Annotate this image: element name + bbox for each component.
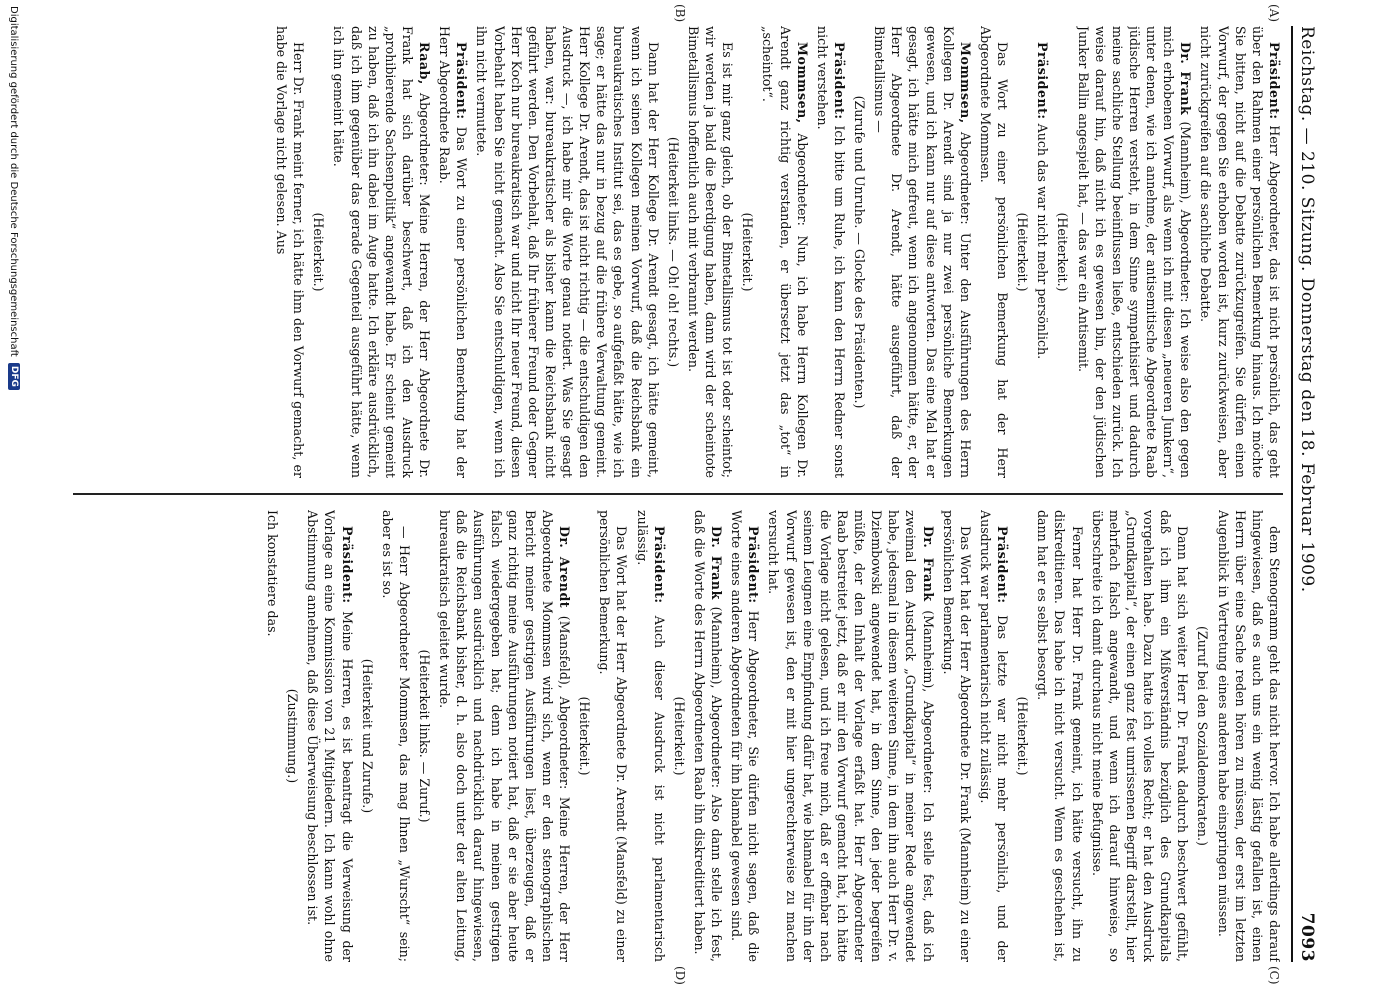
paragraph-text: Das letzte war nicht mehr persönlich, und der Ausdruck war parlamentarisch nicht zulässig. [978,510,1011,962]
paragraph-text: (Mansfeld), Abgeordneter: Meine Herren, der Herr Abgeordnete Mommsen wird sich, wenn er den stenographischen Bericht meiner gestrigen Ausführungen liest, überzeugen, daß er ganz richtig meine Ausführungen notiert hat, daß er sie aber heute falsch wiedergegeben hat; denn ich habe in meinen gestrigen Ausführungen ausdrücklich und nachdrücklich darauf hingewiesen, daß die Reichsbank bisher, d. h. also doch unter der alten Leitung, bureaukratisch geleitet wurde. [437,510,573,962]
paragraph [671,510,688,962]
speaker-name: Dr. Frank [1178,42,1194,116]
paragraph [739,26,756,478]
paragraph [1034,510,1085,962]
paragraph [1014,26,1031,478]
speaker-name: Dr. Frank [920,526,936,602]
paragraph [473,26,661,478]
paragraph-text: (Heiterkeit.) [577,696,593,776]
paragraph [284,510,301,962]
paragraph-text: Ich konstatiere das. [265,510,281,637]
paragraph [765,510,936,962]
paragraph-text: (Heiterkeit und Zurufe.) [359,658,375,814]
paragraph-text: Es ist mir ganz gleich, ob der Bimetallismus tot ist oder scheintot; wir werden ja bald die Beerdigung haben, dann wird der scheintote Bimetallismus hoffentlich auch mit verbrannt werden. [686,26,736,478]
column-divider [73,493,1283,495]
funding-note-text: Digitalisierung gefördert durch die Deutsche Forschungsgemeinschaft [8,6,20,357]
paragraph [264,510,281,962]
paragraph [304,510,355,962]
paragraph-text: (Zustimmung.) [285,688,301,784]
speaker-name: Raab, [417,42,433,85]
paragraph-text: (Heiterkeit.) [671,696,687,776]
paragraph-text: (Mannheim), Abgeordneter: Ich stelle fest, daß ich zweimal den Ausdruck „Grundkapital“ in meiner Rede angewendet habe, jedesmal in diesem weiteren Sinne, in dem ihn auch Herr Dr. v. Dziembowski angewendet hat, in dem Sinne, den jeder begreifen müßte, der den Inhalt der Vorlage erfaßt hat. Herr Abgeordneter Raab bestreitet jetzt, daß er mir den Vorwurf gemacht hat, ich hätte die Vorlage nicht gelesen, und ich freue mich, daß er offenbar nach seinem Leugnen eine Empfindung dafür hat, wie blamabel für ihn der Vorwurf gewesen ist, den er mit hier ungerechterweise zu machen versucht hat. [766,510,936,962]
margin-mark-a: (A) [1267,4,1281,23]
paragraph-text: (Heiterkeit.) [740,212,756,292]
paragraph-text: Das Wort zu einer persönlichen Bemerkung hat der Herr Abgeordnete Mommsen. [978,26,1011,478]
speaker-name: Mommsen, [957,42,973,124]
speaker-name: Präsident: [454,42,470,120]
paragraph-text: Ferner hat Herr Dr. Frank gemeint, ich hätte versucht, ihn zu diskreditieren. Das habe ich nicht versucht. Wenn es geschehen ist, dann hat er es selbst besorgt. [1035,510,1085,962]
paragraph [728,510,762,962]
paragraph-text: Auch dieser Ausdruck ist nicht parlamentarisch zulässig. [634,510,667,962]
dfg-logo: DFG [8,363,20,390]
speaker-name: Dr. Arendt [557,526,573,609]
paragraph [940,510,974,962]
paragraph-text: (Zurufe und Unruhe. — Glocke des Präsidenten.) [852,95,868,409]
paragraph [977,510,1011,962]
speaker-name: Präsident: [339,526,355,604]
paragraph-text: Auch das war nicht mehr persönlich. [1035,123,1051,360]
paragraph [685,26,736,478]
page-number: 7093 [1297,912,1317,962]
left-column [73,26,1283,478]
paragraph-text: Dann hat der Herr Kollege Dr. Arendt gesagt, ich hätte gemeint, wenn ich seinen Kollegen meinen Vorwurf, daß die Reichsbank ein bureaukratisches Institut sei, das es gebe, so aufgefaßt hätte, wie ich sage; er hätte das nur in bezug auf die frühere Verwaltung gemeint. Herr Kollege Dr. Arendt, das ist nicht richtig — die entschuldigen den Ausdruck —, ich habe mir die Worte genau notiert. Was Sie gesagt haben, war: bureaukratischer als bisher kann die Reichsbank nicht geführt werden. Den Vorbehalt, daß Ihr früherer Freund oder Gegner Herr Koch nur bureaukratisch war und nicht Ihr neuer Freund, diesen Vorbehalt haben Sie nicht gemacht. Also Sie entschuldigen, wenn ich ihn nicht vermutete. [474,26,661,478]
paragraph [359,510,376,962]
margin-mark-d: (D) [673,966,687,985]
paragraph [310,26,327,478]
paragraph [436,26,470,478]
paragraph [436,510,573,962]
paragraph-text: (Mannheim), Abgeordneter: Also dann stelle ich fest, daß die Worte des Herrn Abgeordneten Raab ihn diskreditiert haben. [692,510,725,962]
paragraph-text: Dann hat sich weiter Herr Dr. Frank dadurch beschwert gefühlt, daß ich ihm ein Mißverständnis bezüglich des Grundkapitals vorgehalten habe. Dazu hatte ich volles Recht; er hat den Ausdruck „Grundkapital“, der einen ganz fest umrissenen Begriff darstellt, hier mehrfach falsch angewandt, und wenn ich darauf hinweise, so überschreite ich damit durchaus nicht meine Befugnisse. [1089,510,1191,962]
paragraph [596,510,630,962]
paragraph-text: Das Wort hat der Herr Abgeordnete Dr. Arendt (Mansfeld) zu einer persönlichen Bemerkung. [597,510,630,962]
funding-note [5,0,23,1006]
speaker-name: Präsident: [651,526,667,604]
paragraph [273,26,307,478]
paragraph [1194,510,1211,962]
paragraph-text: Ich bitte um Ruhe, ich kann den Herrn Redner sonst nicht verstehen. [814,26,847,478]
paragraph-text: (Mannheim), Abgeordneter: Ich weise also den gegen mich erhobenen Vorwurf, als wenn ich mit diesen „neueren Junkern“, unter denen, wie ich annehme, der antisemitische Abgeordnete Raab jüdische Herren versteht, in dem Sinne sympathisiert und dadurch meine sachliche Stellung beeinflussen ließe, entschieden zurück. Ich weise darauf hin, daß nicht ich es gewesen bin, der den jüdischen Junker Ballin angespielt hat, — das war ein Antisemit. [1075,26,1194,478]
paragraph-text: (Heiterkeit links. — Zuruf.) [417,649,433,823]
paragraph-text: Herr Dr. Frank meint ferner, ich hätte ihm den Vorwurf gemacht, er habe die Vorlage nicht gelesen. Aus [274,26,307,478]
paragraph-text: — Herr Abgeordneter Mommsen, das mag Ihnen „Wurscht“ sein; aber es ist so. [379,510,412,962]
margin-mark-c: (C) [1267,966,1281,985]
paragraph-text: Abgeordneter: Meine Herren, der Herr Abgeordnete Dr. Frank hat sich darüber beschwert, daß ich den Ausdruck „prohibierende Sachsenpolitik“ angewandt habe. Er scheint gemeint zu haben, daß ich ihn dabei im Auge hatte. Ich erkläre ausdrücklich, daß ich ihm gegenüber das gerade Gegenteil ausgeführt hätte, wenn ich ihn gemeint hätte. [331,26,433,478]
paragraph [1089,510,1192,962]
paragraph [871,26,974,478]
right-column [73,510,1283,962]
paragraph [759,26,810,478]
margin-mark-b: (B) [673,4,687,23]
speaker-name: Präsident: [832,42,847,120]
speaker-name: Präsident: [995,526,1011,604]
paragraph-text: (Heiterkeit.) [1015,212,1031,292]
paragraph [379,510,413,962]
paragraph [1215,510,1284,962]
speaker-name: Präsident: [1035,42,1051,120]
paragraph [576,510,593,962]
paragraph-text: dem Stenogramm geht das nicht hervor. Ich habe allerdings darauf hingewiesen, daß es auch uns ein wenig lästig gefallen ist, einen Herrn über eine Sache reden hören zu müssen, der erst im letzten Augenblick in Vertretung eines anderen habe einspringen müssen. [1215,510,1282,962]
paragraph [851,26,868,478]
speaker-name: Dr. Frank [709,526,725,600]
paragraph [1034,26,1051,478]
paragraph-text: (Heiterkeit links. — Oh! oh! rechts.) [665,136,681,368]
paragraph-text: (Zuruf bei den Sozialdemokraten.) [1195,626,1211,846]
paragraph-text: Herr Abgeordneter, das ist nicht persönlich, das geht über den Rahmen einer persönlichen Bemerkung hinaus. Ich möchte Sie bitten, nicht auf die Debatte zurückzugreifen. Sie dürfen einen Vorwurf, der gegen Sie erhoben worden ist, kurz zurückweisen, aber nicht zurückgreifen auf die sachliche Debatte. [1198,26,1282,478]
page-content [57,4,1327,985]
paragraph [634,510,668,962]
paragraph-text: Das Wort hat der Herr Abgeordnete Dr. Frank (Mannheim) zu einer persönlichen Bemerkung. [940,510,973,962]
paragraph-text: Herr Abgeordneter, Sie dürfen nicht sagen, daß die Worte eines anderen Abgeordneten für ihn blamabel gewesen sind. [729,510,762,962]
paragraph-text: Abgeordneter: Unter den Ausführungen des Herrn Kollegen Dr. Arendt sind ja nur zwei persönliche Bemerkungen gewesen, und ich kann nur auf diese antworten. Das eine Mal hat er gesagt, ich hätte mich gefreut, wenn ich angenommen hätte, er, der Herr Abgeordnete Dr. Arendt, hätte ausgeführt, daß der Bimetallismus — [872,26,973,478]
paragraph [1075,26,1195,478]
speaker-name: Präsident: [746,526,762,604]
paragraph [416,510,433,962]
paragraph [814,26,848,478]
paragraph [1014,510,1031,962]
speaker-name: Präsident: [1267,42,1282,120]
paragraph [330,26,433,478]
paragraph [665,26,682,478]
paragraph [1197,26,1283,478]
paragraph-text: Meine Herren, es ist beantragt die Verweisung der Vorlage an eine Kommission von 21 Mitgliedern. Ich kann wohl ohne Abstimmung annehmen, daß diese Überweisung beschlossen ist. [305,510,355,962]
paragraph-text: Das Wort zu einer persönlichen Bemerkung hat der Herr Abgeordnete Raab. [437,26,470,478]
paragraph [1054,26,1071,478]
paragraph [691,510,725,962]
paragraph [977,26,1011,478]
header-title: Reichstag. — 210. Sitzung. Donnerstag den 18. Februar 1909. [1297,26,1317,593]
page-header [1291,26,1327,962]
paragraph-text: (Heiterkeit.) [1015,696,1031,776]
paragraph-text: (Heiterkeit.) [1055,212,1071,292]
speaker-name: Mommsen, [794,42,810,124]
paragraph-text: Abgeordneter: Nun, ich habe Herrn Kollegen Dr. Arendt ganz richtig verstanden, er übersetzt jetzt das „tot“ in „scheintot“. [760,26,810,478]
paragraph-text: (Heiterkeit.) [311,212,327,292]
